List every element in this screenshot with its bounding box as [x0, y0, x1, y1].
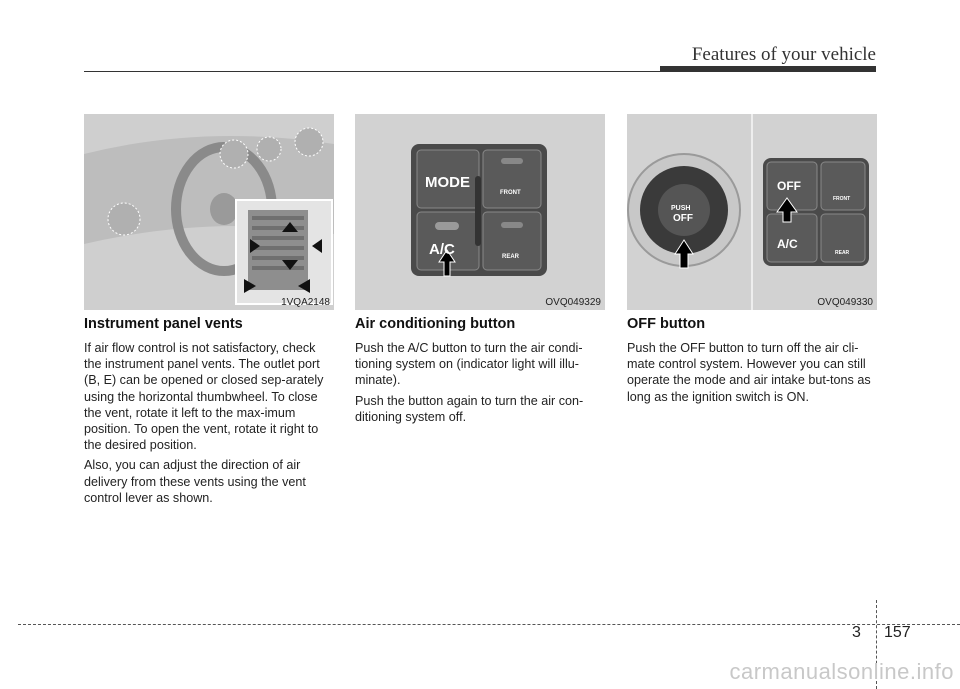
ac-panel-illustration [355, 114, 605, 310]
figure-ac-panel [355, 114, 605, 310]
rear-label-2: REAR [835, 250, 850, 256]
off-label: OFF [777, 179, 801, 193]
chapter-number: 3 [852, 624, 861, 641]
ac-label-2: A/C [777, 237, 798, 251]
push-label: PUSH [671, 205, 691, 212]
section-instrument-panel-vents [84, 316, 334, 510]
front-label: FRONT [500, 190, 521, 196]
mode-label: MODE [425, 174, 470, 191]
section-heading: OFF button [627, 316, 706, 332]
section-paragraph: Push the A/C button to turn the air condi-tioning system on (indicator light will illu-minate). [355, 341, 583, 388]
figure-code: 1VQA2148 [281, 297, 330, 308]
front-label-2: FRONT [833, 196, 851, 202]
rear-label: REAR [502, 254, 520, 260]
section-paragraph: Push the OFF button to turn off the air cli-mate control system. However you can still operate the mode and air intake but-tons as long as the ignition switch is ON. [627, 341, 871, 404]
page-number: 157 [884, 624, 911, 641]
figure-dashboard-vents [84, 114, 334, 310]
section-heading: Air conditioning button [355, 316, 516, 332]
section-paragraph: If air flow control is not satisfactory, check the instrument panel vents. The outlet port (B, E) can be opened or closed sep-arately using the horizontal thumbwheel. To close the vent, rotate it left to the max-imum position. To open the vent, rotate it right to the desired position. [84, 341, 324, 453]
section-paragraph: Also, you can adjust the direction of air delivery from these vents using the vent control lever as shown. [84, 458, 306, 505]
section-air-conditioning-button [355, 316, 605, 429]
figure-off-panel [627, 114, 877, 310]
figure-code: OVQ049329 [545, 297, 601, 308]
dashboard-illustration [84, 114, 334, 310]
section-paragraph: Push the button again to turn the air con-ditioning system off. [355, 393, 584, 424]
watermark: carmanualsonline.info [729, 659, 954, 684]
section-off-button [627, 316, 877, 409]
figure-code: OVQ049330 [817, 297, 873, 308]
off-panel-illustration [627, 114, 877, 310]
footer-rule [18, 624, 960, 625]
section-heading: Instrument panel vents [84, 316, 243, 332]
header-title: Features of your vehicle [691, 44, 876, 65]
off-dial-label: OFF [673, 213, 693, 224]
header-rule-accent [660, 66, 876, 72]
ac-label: A/C [429, 241, 455, 258]
